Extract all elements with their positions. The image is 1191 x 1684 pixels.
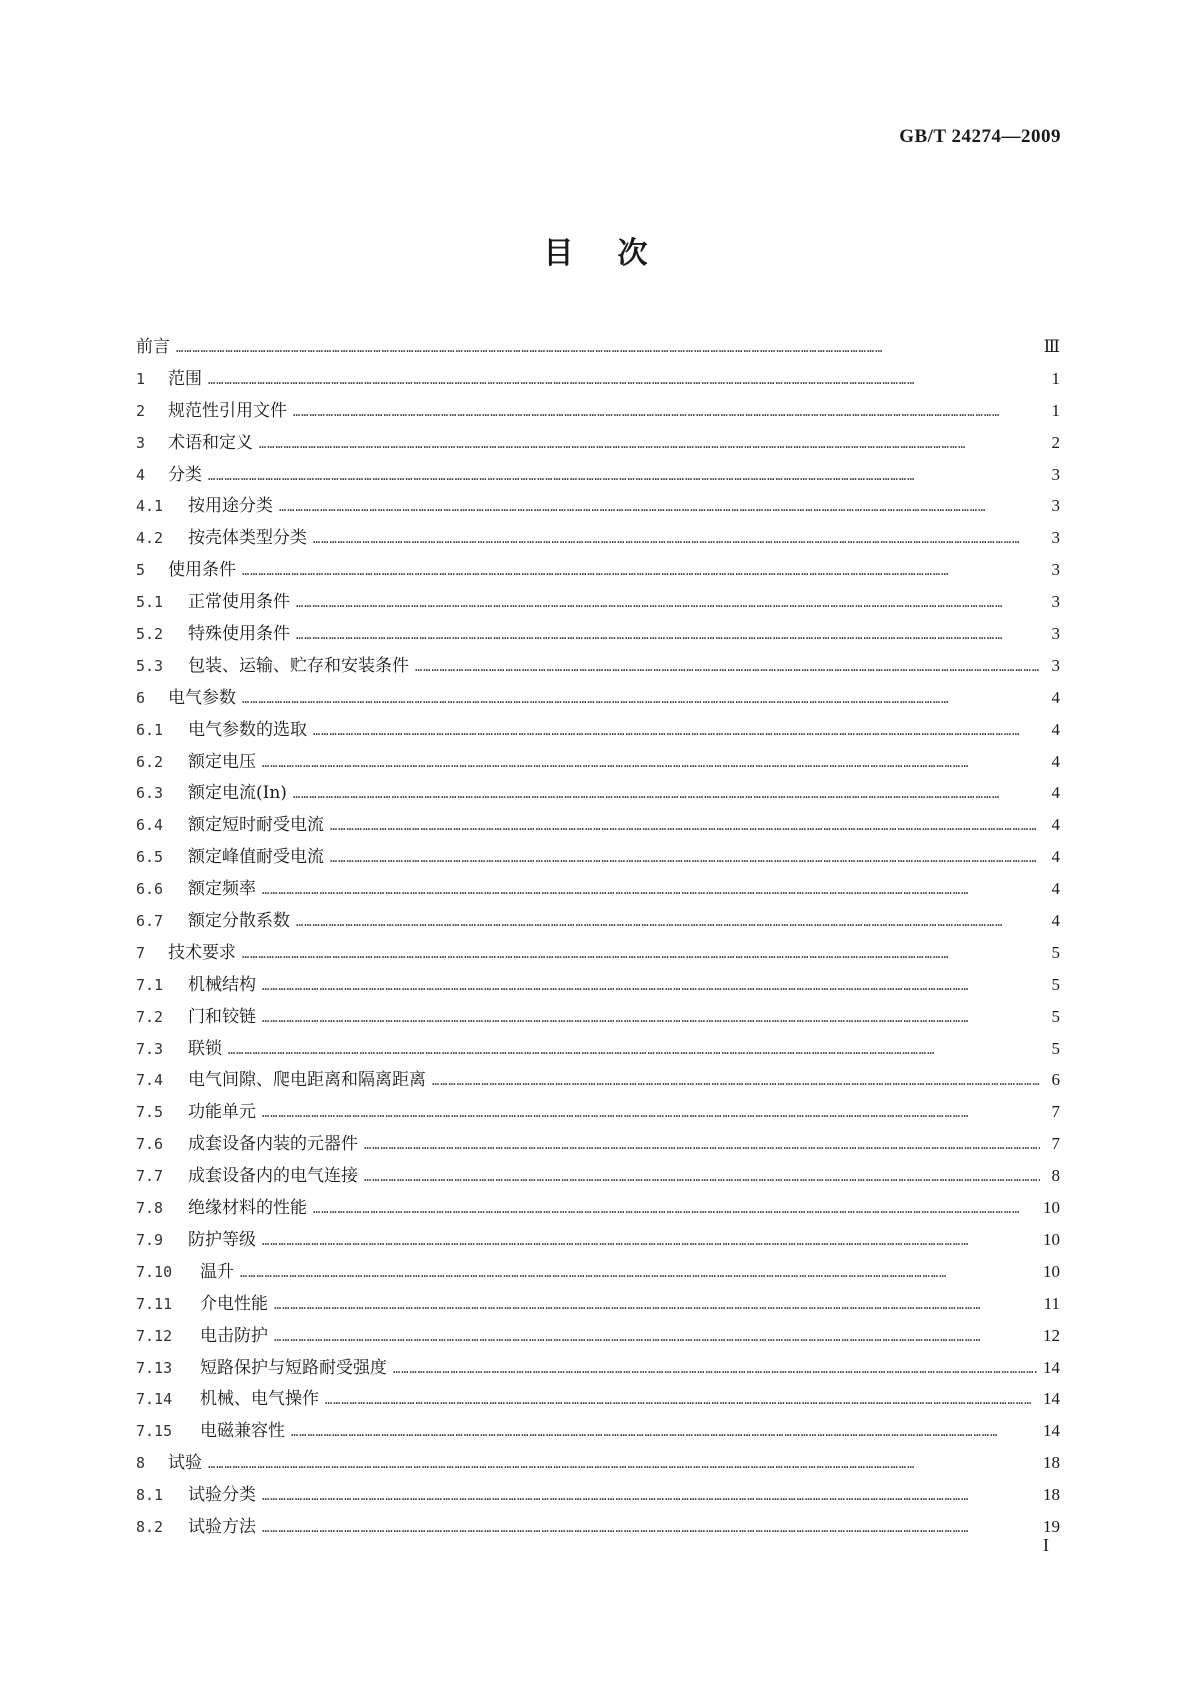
toc-entry-label: 机械结构 bbox=[188, 974, 256, 995]
toc-entry-page: 4 bbox=[1051, 751, 1060, 771]
toc-entry-number: 6.3 bbox=[136, 784, 164, 803]
toc-leader-dots bbox=[293, 405, 1040, 419]
page-title: 目次 bbox=[543, 236, 692, 271]
toc-entry[interactable] bbox=[136, 1161, 1060, 1193]
toc-entry-page: 10 bbox=[1043, 1198, 1060, 1218]
toc-leader-dots bbox=[330, 851, 1040, 865]
toc-entry-number: 7.7 bbox=[136, 1167, 164, 1186]
toc-leader-dots bbox=[296, 596, 1040, 610]
toc-entry-label: 试验方法 bbox=[188, 1516, 256, 1537]
toc-leader-dots bbox=[296, 628, 1040, 642]
toc-entry-page: 5 bbox=[1051, 1038, 1060, 1058]
toc-entry-number: 6.1 bbox=[136, 720, 164, 739]
toc-entry-label: 防护等级 bbox=[188, 1229, 256, 1250]
toc-leader-dots bbox=[291, 1425, 1037, 1439]
toc-leader-dots bbox=[208, 469, 1040, 483]
toc-leader-dots bbox=[262, 1234, 1037, 1248]
toc-entry-number: 7 bbox=[136, 943, 146, 962]
toc-entry-label: 额定短时耐受电流 bbox=[188, 815, 324, 836]
toc-leader-dots bbox=[208, 373, 1040, 387]
toc-entry[interactable] bbox=[136, 1002, 1060, 1034]
toc-entry-label: 联锁 bbox=[188, 1038, 222, 1059]
toc-entry[interactable] bbox=[136, 332, 1060, 364]
toc-leader-dots bbox=[262, 1489, 1037, 1503]
toc-entry-label: 机械、电气操作 bbox=[200, 1389, 319, 1410]
toc-entry-page: 11 bbox=[1043, 1293, 1060, 1313]
toc-entry[interactable] bbox=[136, 1448, 1060, 1480]
toc-entry[interactable] bbox=[136, 938, 1060, 970]
toc-entry-number: 7.12 bbox=[136, 1326, 173, 1345]
toc-entry-label: 温升 bbox=[200, 1261, 234, 1282]
toc-leader-dots bbox=[393, 1362, 1037, 1376]
toc-entry-page: 14 bbox=[1043, 1357, 1060, 1377]
toc-entry-number: 7.15 bbox=[136, 1422, 173, 1441]
toc-leader-dots bbox=[364, 1138, 1040, 1152]
toc-entry[interactable] bbox=[136, 1416, 1060, 1448]
toc-entry-label: 短路保护与短路耐受强度 bbox=[200, 1357, 387, 1378]
toc-entry-label: 包装、运输、贮存和安装条件 bbox=[188, 655, 409, 676]
toc-entry-label: 试验 bbox=[168, 1453, 202, 1474]
toc-entry-label: 额定电压 bbox=[188, 751, 256, 772]
toc-entry[interactable] bbox=[136, 1034, 1060, 1066]
toc-entry-label: 电气参数 bbox=[168, 687, 236, 708]
toc-entry-label: 电磁兼容性 bbox=[200, 1421, 285, 1442]
toc-leader-dots bbox=[240, 1266, 1037, 1280]
toc-leader-dots bbox=[330, 819, 1040, 833]
toc-entry-number: 3 bbox=[136, 433, 146, 452]
toc-entry-page: 2 bbox=[1051, 432, 1060, 452]
toc-leader-dots bbox=[313, 532, 1040, 546]
toc-entry-label: 电击防护 bbox=[200, 1325, 268, 1346]
toc-entry-page: 1 bbox=[1051, 368, 1060, 388]
toc-entry-number: 6.2 bbox=[136, 752, 164, 771]
toc-entry[interactable] bbox=[136, 874, 1060, 906]
toc-entry-label: 技术要求 bbox=[168, 942, 236, 963]
toc-entry-label: 分类 bbox=[168, 464, 202, 485]
toc-entry-page: 4 bbox=[1051, 719, 1060, 739]
toc-entry-page: 12 bbox=[1043, 1325, 1060, 1345]
toc-entry[interactable] bbox=[136, 715, 1060, 747]
toc-entry-number: 6.6 bbox=[136, 880, 164, 899]
toc-entry[interactable] bbox=[136, 747, 1060, 779]
toc-entry-page: 7 bbox=[1051, 1102, 1060, 1122]
toc-entry-number: 7.4 bbox=[136, 1071, 164, 1090]
toc-entry-page: 3 bbox=[1051, 592, 1060, 612]
toc-entry[interactable] bbox=[136, 619, 1060, 651]
toc-entry-page: 4 bbox=[1051, 783, 1060, 803]
toc-entry-page: 7 bbox=[1051, 1134, 1060, 1154]
toc-entry[interactable] bbox=[136, 523, 1060, 555]
toc-entry-label: 范围 bbox=[168, 368, 202, 389]
toc-entry[interactable] bbox=[136, 970, 1060, 1002]
toc-entry-page: 6 bbox=[1051, 1070, 1060, 1090]
toc-entry-label: 按用途分类 bbox=[188, 496, 273, 517]
toc-entry-label: 正常使用条件 bbox=[188, 592, 290, 613]
toc-entry-page: 4 bbox=[1051, 687, 1060, 707]
toc-entry-number: 8 bbox=[136, 1454, 146, 1473]
toc-entry[interactable] bbox=[136, 1065, 1060, 1097]
toc-entry-number: 8.1 bbox=[136, 1486, 164, 1505]
toc-entry-label: 功能单元 bbox=[188, 1102, 256, 1123]
toc-entry-page: 5 bbox=[1051, 942, 1060, 962]
toc-entry-page: 4 bbox=[1051, 911, 1060, 931]
toc-entry[interactable] bbox=[136, 364, 1060, 396]
toc-entry[interactable] bbox=[136, 1480, 1060, 1512]
toc-entry-label: 门和铰链 bbox=[188, 1006, 256, 1027]
toc-entry[interactable] bbox=[136, 1193, 1060, 1225]
toc-entry-page: 4 bbox=[1051, 815, 1060, 835]
toc-entry[interactable] bbox=[136, 906, 1060, 938]
toc-entry-label: 按壳体类型分类 bbox=[188, 528, 307, 549]
toc-leader-dots bbox=[242, 947, 1040, 961]
toc-entry-label: 特殊使用条件 bbox=[188, 624, 290, 645]
toc-entry-label: 电气参数的选取 bbox=[188, 719, 307, 740]
toc-entry-page: Ⅲ bbox=[1043, 337, 1060, 356]
toc-leader-dots bbox=[296, 915, 1040, 929]
toc-entry[interactable] bbox=[136, 1225, 1060, 1257]
toc-entry-number: 4.1 bbox=[136, 497, 164, 516]
toc-entry-page: 1 bbox=[1051, 400, 1060, 420]
toc-entry-page: 3 bbox=[1051, 528, 1060, 548]
toc-entry[interactable] bbox=[136, 842, 1060, 874]
toc-entry[interactable] bbox=[136, 587, 1060, 619]
toc-entry-page: 18 bbox=[1043, 1485, 1060, 1505]
toc-entry-label: 绝缘材料的性能 bbox=[188, 1198, 307, 1219]
toc-entry[interactable] bbox=[136, 1512, 1060, 1544]
toc-entry-label: 成套设备内装的元器件 bbox=[188, 1134, 358, 1155]
toc-entry-page: 5 bbox=[1051, 1006, 1060, 1026]
toc-entry-number: 4.2 bbox=[136, 529, 164, 548]
toc-entry-page: 4 bbox=[1051, 847, 1060, 867]
toc-leader-dots bbox=[208, 1457, 1037, 1471]
toc-entry-number: 4 bbox=[136, 465, 146, 484]
toc-leader-dots bbox=[364, 1170, 1040, 1184]
toc-leader-dots bbox=[293, 787, 1040, 801]
toc-entry[interactable] bbox=[136, 460, 1060, 492]
toc-entry[interactable] bbox=[136, 1097, 1060, 1129]
toc-leader-dots bbox=[259, 437, 1040, 451]
toc-entry-number: 5.1 bbox=[136, 593, 164, 612]
toc-entry-number: 5.2 bbox=[136, 625, 164, 644]
toc-leader-dots bbox=[274, 1330, 1037, 1344]
toc-entry-label: 使用条件 bbox=[168, 560, 236, 581]
page-number-footer: I bbox=[1043, 1535, 1049, 1555]
toc-entry-number: 7.11 bbox=[136, 1294, 173, 1313]
toc-entry[interactable] bbox=[136, 778, 1060, 810]
toc-entry-page: 8 bbox=[1051, 1166, 1060, 1186]
toc-entry[interactable] bbox=[136, 1384, 1060, 1416]
toc-entry[interactable] bbox=[136, 555, 1060, 587]
toc-leader-dots bbox=[262, 1011, 1040, 1025]
toc-leader-dots bbox=[313, 1202, 1037, 1216]
toc-entry-number: 6.4 bbox=[136, 816, 164, 835]
toc-entry-number: 7.9 bbox=[136, 1230, 164, 1249]
toc-entry[interactable] bbox=[136, 651, 1060, 683]
toc-entry-number: 7.13 bbox=[136, 1358, 173, 1377]
toc-entry-number: 6.7 bbox=[136, 912, 164, 931]
toc-entry[interactable] bbox=[136, 810, 1060, 842]
toc-entry-page: 3 bbox=[1051, 624, 1060, 644]
toc-leader-dots bbox=[228, 1043, 1040, 1057]
toc-entry-number: 7.6 bbox=[136, 1135, 164, 1154]
toc-entry-page: 3 bbox=[1051, 464, 1060, 484]
toc-entry-number: 7.10 bbox=[136, 1262, 173, 1281]
toc-entry-number: 7.2 bbox=[136, 1007, 164, 1026]
toc-leader-dots bbox=[325, 1393, 1037, 1407]
toc-entry[interactable] bbox=[136, 428, 1060, 460]
toc-entry-number: 6.5 bbox=[136, 848, 164, 867]
toc-entry-number: 2 bbox=[136, 401, 146, 420]
toc-entry[interactable] bbox=[136, 1129, 1060, 1161]
toc-leader-dots bbox=[279, 500, 1040, 514]
toc-leader-dots bbox=[262, 1521, 1037, 1535]
toc-leader-dots bbox=[432, 1074, 1040, 1088]
toc-leader-dots bbox=[262, 979, 1040, 993]
toc-entry-label: 电气间隙、爬电距离和隔离距离 bbox=[188, 1070, 426, 1091]
toc-leader-dots bbox=[176, 341, 1038, 355]
toc-entry-label: 前言 bbox=[136, 337, 170, 357]
toc-entry-page: 14 bbox=[1043, 1389, 1060, 1409]
toc-entry-number: 7.5 bbox=[136, 1103, 164, 1122]
toc-entry-label: 额定频率 bbox=[188, 879, 256, 900]
toc-entry-label: 额定峰值耐受电流 bbox=[188, 847, 324, 868]
toc-entry-label: 试验分类 bbox=[188, 1485, 256, 1506]
toc-entry-label: 术语和定义 bbox=[168, 432, 253, 453]
toc-entry-page: 5 bbox=[1051, 974, 1060, 994]
toc-entry-number: 7.8 bbox=[136, 1199, 164, 1218]
toc-entry-page: 4 bbox=[1051, 879, 1060, 899]
toc-entry-number: 5 bbox=[136, 561, 146, 580]
toc-entry-label: 成套设备内的电气连接 bbox=[188, 1166, 358, 1187]
toc-leader-dots bbox=[415, 660, 1040, 674]
toc-entry-page: 3 bbox=[1051, 560, 1060, 580]
toc-entry-label: 规范性引用文件 bbox=[168, 400, 287, 421]
toc-entry[interactable] bbox=[136, 1353, 1060, 1385]
toc-entry[interactable] bbox=[136, 396, 1060, 428]
toc-entry-number: 7.14 bbox=[136, 1390, 173, 1409]
toc-entry-label: 介电性能 bbox=[200, 1293, 268, 1314]
toc-entry-number: 5.3 bbox=[136, 656, 164, 675]
toc-leader-dots bbox=[313, 724, 1040, 738]
toc-entry-page: 3 bbox=[1051, 496, 1060, 516]
toc-entry-page: 18 bbox=[1043, 1453, 1060, 1473]
toc-leader-dots bbox=[274, 1298, 1038, 1312]
toc-leader-dots bbox=[242, 564, 1040, 578]
toc-entry-number: 1 bbox=[136, 369, 146, 388]
toc-entry-page: 14 bbox=[1043, 1421, 1060, 1441]
toc-entry-page: 10 bbox=[1043, 1261, 1060, 1281]
toc-entry[interactable] bbox=[136, 1289, 1060, 1321]
toc-entry-page: 10 bbox=[1043, 1229, 1060, 1249]
toc-entry[interactable] bbox=[136, 1321, 1060, 1353]
toc-entry-number: 7.1 bbox=[136, 975, 164, 994]
toc-entry-page: 3 bbox=[1051, 655, 1060, 675]
toc-entry-page: 19 bbox=[1043, 1516, 1060, 1536]
toc-entry-number: 7.3 bbox=[136, 1039, 164, 1058]
toc-entry-label: 额定电流(In) bbox=[188, 783, 287, 804]
table-of-contents bbox=[136, 332, 1060, 1544]
toc-entry[interactable] bbox=[136, 491, 1060, 523]
toc-entry-label: 额定分散系数 bbox=[188, 911, 290, 932]
toc-entry-number: 6 bbox=[136, 688, 146, 707]
toc-leader-dots bbox=[242, 692, 1040, 706]
toc-leader-dots bbox=[262, 756, 1040, 770]
toc-entry-number: 8.2 bbox=[136, 1517, 164, 1536]
toc-leader-dots bbox=[262, 1106, 1040, 1120]
standard-code: GB/T 24274—2009 bbox=[899, 126, 1061, 147]
toc-entry[interactable] bbox=[136, 683, 1060, 715]
toc-leader-dots bbox=[262, 883, 1040, 897]
toc-entry[interactable] bbox=[136, 1257, 1060, 1289]
